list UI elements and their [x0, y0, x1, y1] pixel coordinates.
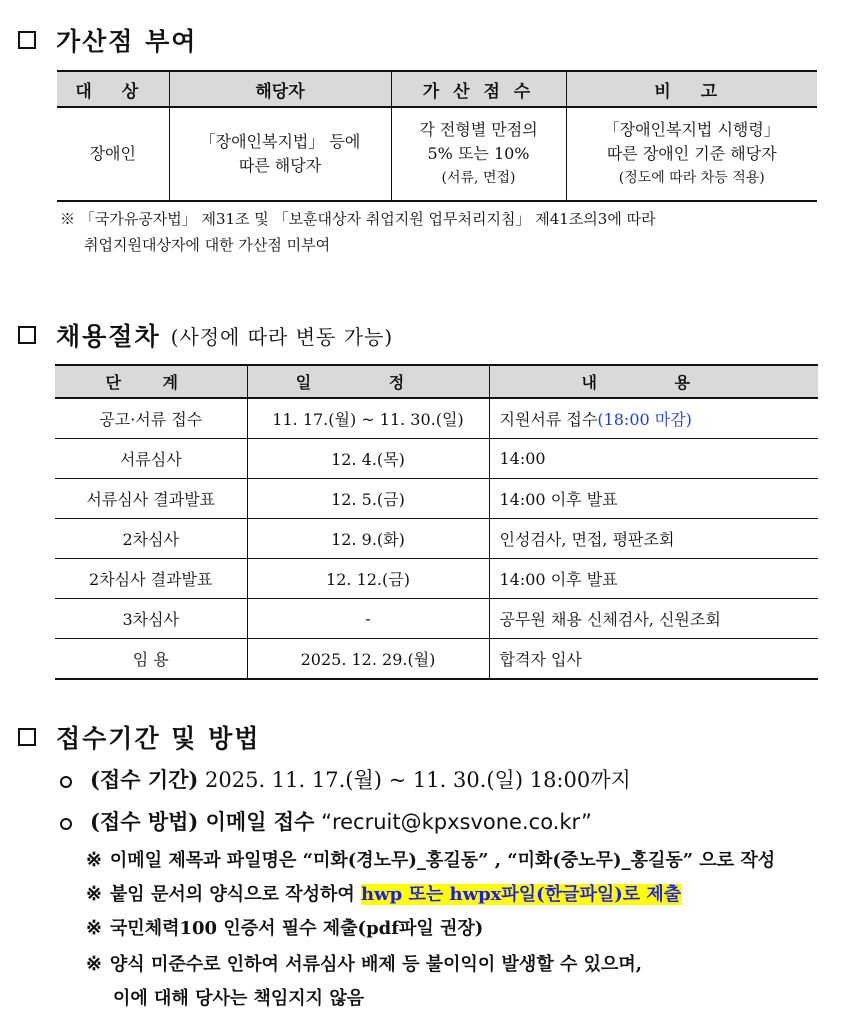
header-cell: 대 상	[57, 71, 169, 107]
date-cell: 11. 17.(월) ~ 11. 30.(일)	[247, 398, 489, 439]
note-item	[86, 950, 642, 976]
target-cell: 장애인	[57, 107, 169, 201]
method-label: (접수 방법) 이메일 접수	[90, 809, 315, 834]
cell-line: 「장애인복지법」 등에	[199, 132, 361, 151]
reference-mark-icon: ※	[86, 917, 102, 939]
note-line: ※ 「국가유공자법」 제31조 및 「보훈대상자 취업지원 업무처리지침」 제41조의3에 따라	[60, 210, 656, 228]
note-text: 양식 미준수로 인하여 서류심사 배제 등 불이익이 발생할 수 있으며,	[109, 954, 643, 975]
cell-line: 따른 장애인 기준 해당자	[606, 144, 777, 163]
content-text: 지원서류 접수	[499, 410, 598, 429]
note-text: 이에 대해 당사는 책임지지 않음	[113, 988, 365, 1009]
date-cell: 12. 5.(금)	[247, 479, 489, 519]
content-cell: 인성검사, 면접, 평판조회	[489, 519, 818, 559]
table-row	[55, 599, 818, 639]
content-cell: 공무원 채용 신체검사, 신원조회	[489, 599, 818, 639]
reference-mark-icon: ※	[86, 953, 102, 975]
note-item-continuation	[113, 984, 364, 1010]
note-item	[86, 914, 483, 940]
date-cell: 12. 9.(화)	[247, 519, 489, 559]
section-title-text: 접수기간 및 방법	[56, 724, 261, 753]
stage-cell: 2차심사 결과발표	[55, 559, 247, 599]
header-cell: 비 고	[566, 71, 817, 107]
note-text: 국민체력100 인증서 필수 제출(pdf파일 권장)	[109, 918, 484, 939]
bullet-circle-icon	[60, 776, 72, 788]
date-cell: 12. 12.(금)	[247, 559, 489, 599]
section-title-text: 채용절차	[56, 322, 161, 351]
points-cell	[391, 107, 566, 201]
deadline-text: (18:00 마감)	[597, 410, 692, 429]
stage-cell: 3차심사	[55, 599, 247, 639]
stage-cell: 서류심사 결과발표	[55, 479, 247, 519]
stage-cell: 서류심사	[55, 439, 247, 479]
table-row	[57, 107, 817, 201]
email-address: “recruit@kpxsvone.co.kr”	[321, 810, 592, 834]
cell-line: 따른 해당자	[238, 156, 322, 175]
section-subtitle: (사정에 따라 변동 가능)	[170, 324, 394, 349]
eligible-cell	[169, 107, 391, 201]
content-cell	[489, 398, 818, 439]
content-cell: 합격자 입사	[489, 639, 818, 680]
content-cell: 14:00 이후 발표	[489, 479, 818, 519]
date-cell: 12. 4.(목)	[247, 439, 489, 479]
table-row	[55, 479, 818, 519]
bonus-table	[57, 70, 817, 202]
date-cell: 2025. 12. 29.(월)	[247, 639, 489, 680]
reference-mark-icon: ※	[86, 883, 102, 905]
note-line: 취업지원대상자에 대한 가산점 미부여	[84, 236, 331, 254]
period-line	[60, 764, 631, 794]
period-label: (접수 기간)	[90, 767, 199, 792]
cell-line: (정도에 따라 차등 적용)	[618, 170, 765, 186]
table-row	[55, 519, 818, 559]
section-title-bonus	[18, 22, 197, 58]
table-header-row	[55, 365, 818, 398]
table-row	[55, 439, 818, 479]
method-line	[60, 806, 592, 836]
period-value: 2025. 11. 17.(월) ~ 11. 30.(일) 18:00까지	[205, 768, 631, 792]
highlighted-text: hwp 또는 hwpx파일(한글파일)로 제출	[361, 884, 682, 905]
header-cell: 가 산 점 수	[391, 71, 566, 107]
checkbox-square-icon	[18, 31, 36, 49]
cell-line: (서류, 면접)	[441, 170, 516, 186]
header-cell: 단 계	[55, 365, 247, 398]
cell-line: 「장애인복지법 시행령」	[603, 120, 780, 139]
checkbox-square-icon	[18, 728, 36, 746]
table-row	[55, 559, 818, 599]
table-row	[55, 398, 818, 439]
header-cell: 해당자	[169, 71, 391, 107]
content-cell: 14:00	[489, 439, 818, 479]
section-title-application	[18, 719, 260, 755]
table-row	[55, 639, 818, 680]
stage-cell: 공고·서류 접수	[55, 398, 247, 439]
header-cell: 내 용	[489, 365, 818, 398]
cell-line: 5% 또는 10%	[427, 144, 530, 163]
remark-cell	[566, 107, 817, 201]
note-text: 붙임 문서의 양식으로 작성하여	[109, 884, 362, 905]
content-cell: 14:00 이후 발표	[489, 559, 818, 599]
header-cell: 일 정	[247, 365, 489, 398]
date-cell: -	[247, 599, 489, 639]
bullet-circle-icon	[60, 818, 72, 830]
note-item	[86, 846, 775, 872]
note-item	[86, 880, 681, 906]
schedule-table	[55, 364, 818, 680]
stage-cell: 2차심사	[55, 519, 247, 559]
note-text: 이메일 제목과 파일명은 “미화(경노무)_홍길동” , “미화(중노무)_홍길동” 으로 작성	[109, 850, 776, 871]
bonus-note	[60, 206, 656, 258]
section-title-text: 가산점 부여	[56, 27, 198, 56]
table-header-row	[57, 71, 817, 107]
stage-cell: 임 용	[55, 639, 247, 680]
reference-mark-icon: ※	[86, 849, 102, 871]
cell-line: 각 전형별 만점의	[419, 120, 538, 139]
section-title-procedure	[18, 317, 393, 353]
checkbox-square-icon	[18, 326, 36, 344]
